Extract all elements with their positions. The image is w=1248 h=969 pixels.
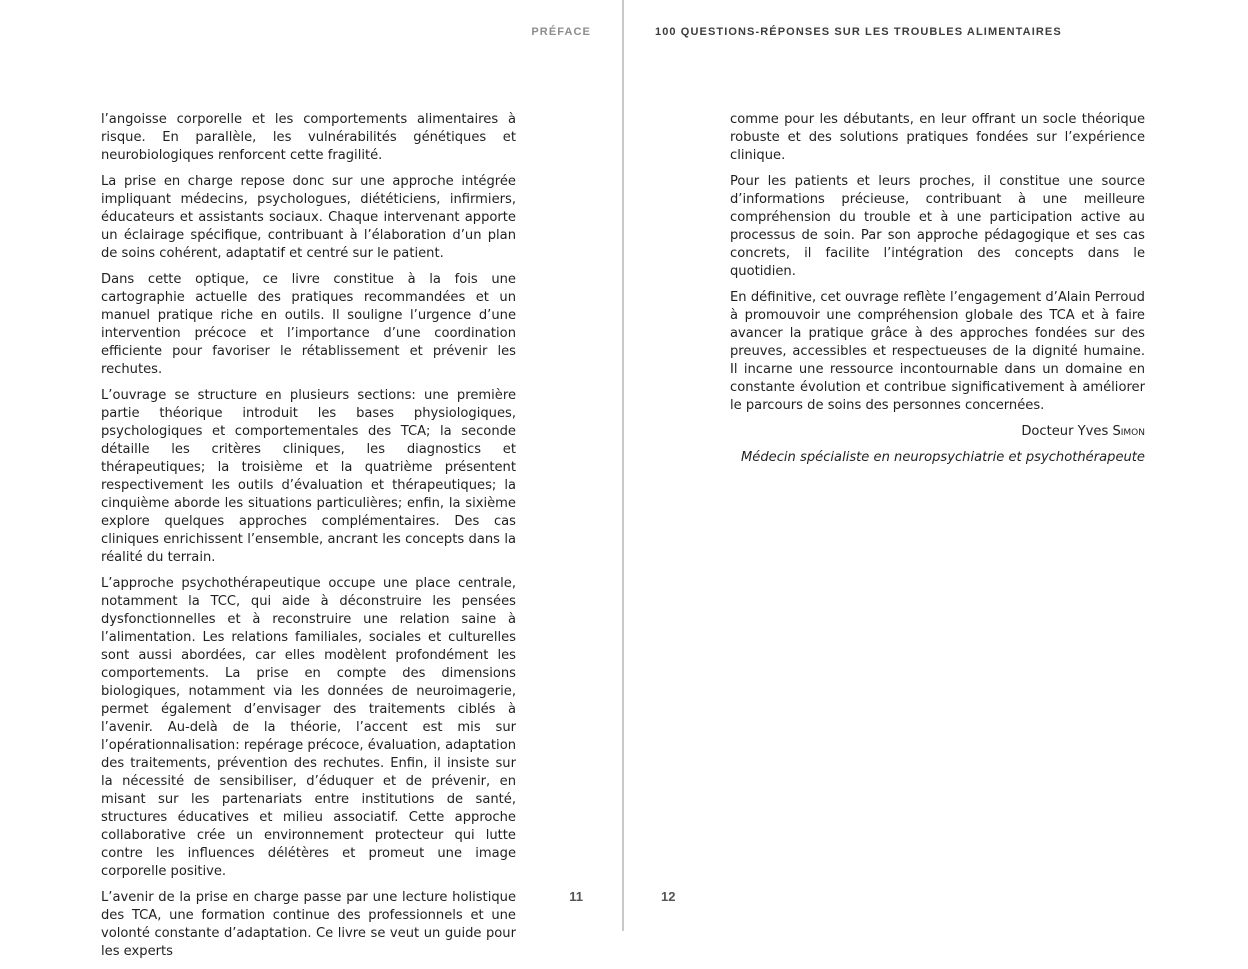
paragraph: L’approche psychothérapeutique occupe une place centrale, notamment la TCC, qui aide à déconstruire les pensées dysfonctionnelles et à reconstruire une relation saine à l’alimentation. Les relations familiales, sociales et culturelles sont aussi abordées, car elles modèlent profondément les comportements. La prise en compte des dimensions biologiques, notamment via les données de neuroimagerie, permet également d’envisager des traitements ciblés à l’avenir. Au-delà de la théorie, l’accent est mis sur l’opérationnalisation: repérage précoce, évaluation, adaptation des traitements, prévention des rechutes. Enfin, il insiste sur la nécessité de sensibiliser, d’éduquer et de prévenir, en misant sur les partenariats entre institutions de santé, structures éducatives et milieu associatif. Cette approche collaborative crée un environnement protecteur qui lutte contre les influences délétères et promeut une image corporelle positive. [101, 576, 516, 879]
right-page [624, 0, 1248, 931]
running-head-right: 100 QUESTIONS-RÉPONSES SUR LES TROUBLES ALIMENTAIRES [655, 26, 1062, 38]
left-page [0, 0, 622, 959]
paragraph: La prise en charge repose donc sur une approche intégrée impliquant médecins, psychologues, diététiciens, infirmiers, éducateurs et assistants sociaux. Chaque intervenant apporte un éclairage spécifique, contribuant à l’élaboration d’un plan de soins cohérent, adaptatif et centré sur le patient. [101, 174, 516, 261]
paragraph: L’ouvrage se structure en plusieurs sections: une première partie théorique introduit les bases physiologiques, psychologiques et comportementales des TCA; la seconde détaille les critères cliniques, les diagnostics et thérapeutiques; la troisième et la quatrième présentent respectivement les outils d’évaluation et thérapeutiques; la cinquième aborde les situations particulières; enfin, la sixième explore quelques approches complémentaires. Des cas cliniques enrichissent l’ensemble, ancrant les concepts dans la réalité du terrain. [101, 388, 516, 565]
paragraph: comme pour les débutants, en leur offrant un socle théorique robuste et des solutions pratiques fondées sur l’expérience clinique. [730, 112, 1145, 163]
signature-title: Médecin spécialiste en neuropsychiatrie et psychothérapeute [741, 450, 1145, 465]
paragraph: Dans cette optique, ce livre constitue à la fois une cartographie actuelle des pratiques recommandées et un manuel pratique riche en outils. Il souligne l’urgence d’une intervention précoce et l’importance d’une coordination efficiente pour favoriser le rétablissement et prévenir les rechutes. [101, 272, 516, 377]
paragraph: En définitive, cet ouvrage reflète l’engagement d’Alain Perroud à promouvoir une compréhension globale des TCA et à faire avancer la pratique grâce à des approches fondées sur des preuves, accessibles et respectueuses de la dignité humaine. Il incarne une ressource incontournable dans un domaine en constante évolution et contribue significativement à améliorer le parcours de soins des personnes concernées. [730, 290, 1145, 413]
page-number-right: 12 [661, 889, 676, 904]
left-page-body [101, 111, 516, 969]
signature-name [730, 423, 1145, 441]
running-head-left: PRÉFACE [531, 26, 591, 38]
page-number-left: 11 [569, 889, 583, 904]
signature-surname: Simon [1112, 424, 1145, 439]
paragraph: L’avenir de la prise en charge passe par une lecture holistique des TCA, une formation continue des professionnels et une volonté constante d’adaptation. Ce livre se veut un guide pour les experts [101, 890, 516, 959]
signature-name-prefix: Docteur Yves [1021, 424, 1113, 439]
paragraph: l’angoisse corporelle et les comportements alimentaires à risque. En parallèle, les vulnérabilités génétiques et neurobiologiques renforcent cette fragilité. [101, 112, 516, 163]
right-page-body [730, 111, 1145, 475]
paragraph: Pour les patients et leurs proches, il constitue une source d’informations précieuse, contribuant à une meilleure compréhension du trouble et à une participation active au processus de soin. Par son approche pédagogique et ses cas concrets, il facilite l’intégration des concepts dans le quotidien. [730, 174, 1145, 279]
